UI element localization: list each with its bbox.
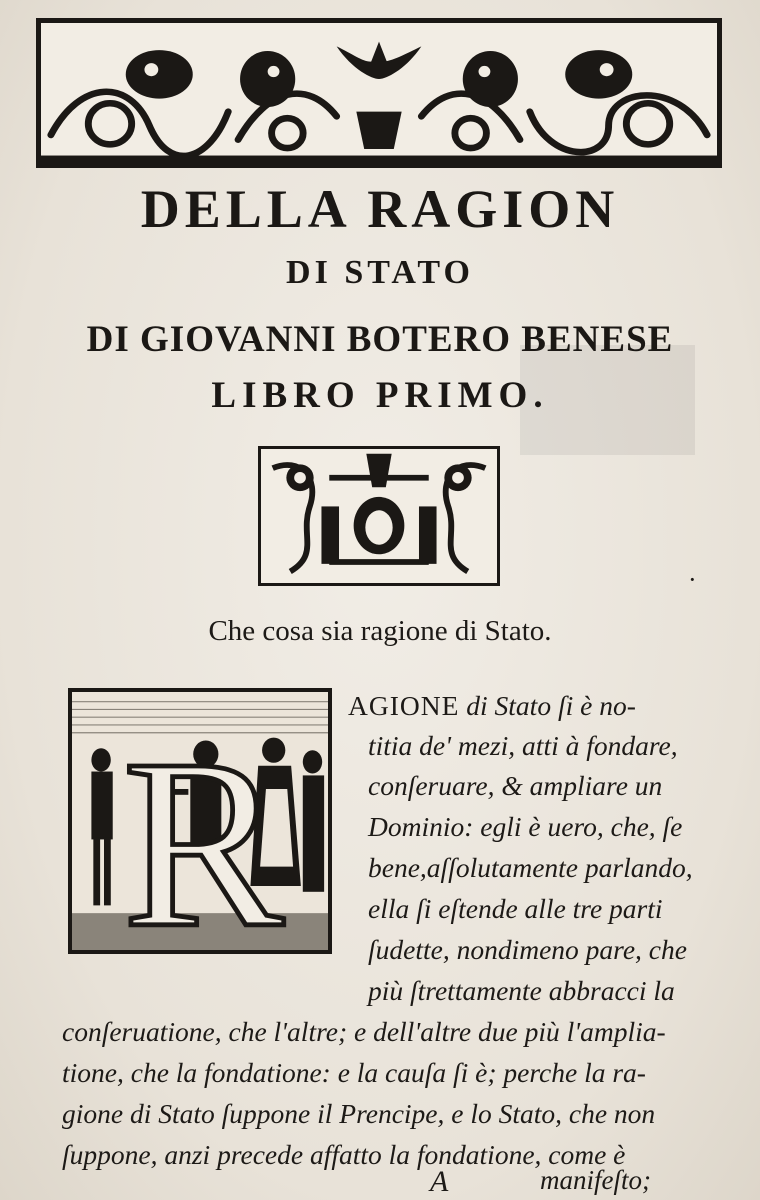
historiated-initial: [68, 688, 332, 954]
chapter-heading: Che cosa sia ragione di Stato.: [208, 615, 552, 647]
body-line-8: più ſtrettamente abbracci la: [368, 975, 675, 1006]
book-number-line: LIBRO PRIMO.: [211, 375, 549, 416]
body-line-7: ſudette, nondimeno pare, che: [368, 934, 687, 965]
ornamental-header-band: [36, 18, 722, 168]
first-word: AGIONE: [348, 690, 460, 721]
drop-cap-letter: R: [122, 709, 285, 950]
body-line-6: ella ſi eſtende alle tre parti: [368, 893, 663, 924]
author-line: DI GIOVANNI BOTERO BENESE: [86, 319, 674, 360]
body-line-3: conſeruare, & ampliare un: [368, 770, 663, 801]
signature-mark: A: [430, 1165, 449, 1198]
title-line-2: DI STATO: [286, 254, 474, 291]
ornament-dot: ·: [688, 565, 697, 594]
body-line-2: titia de' mezi, atti à fondare,: [368, 730, 678, 761]
woodcut-vignette: [258, 446, 500, 586]
title-line-1: DELLA RAGION: [140, 179, 620, 239]
body-line-1: [348, 690, 636, 722]
body-line-12: ſuppone, anzi precede affatto la fondatione, come è: [62, 1139, 626, 1170]
body-line-9: conſeruatione, che l'altre; e dell'altre due più l'amplia-: [62, 1016, 666, 1047]
catchword: manifeſto;: [540, 1165, 651, 1195]
body-line-11: gione di Stato ſuppone il Prencipe, e lo Stato, che non: [62, 1098, 656, 1129]
body-line-5: bene,aſſolutamente parlando,: [368, 852, 693, 883]
body-line-1-text: di Stato ſi è no-: [459, 690, 636, 721]
body-line-10: tione, che la fondatione: e la cauſa ſi è; perche la ra-: [62, 1057, 646, 1088]
body-line-4: Dominio: egli è uero, che, ſe: [368, 811, 683, 842]
